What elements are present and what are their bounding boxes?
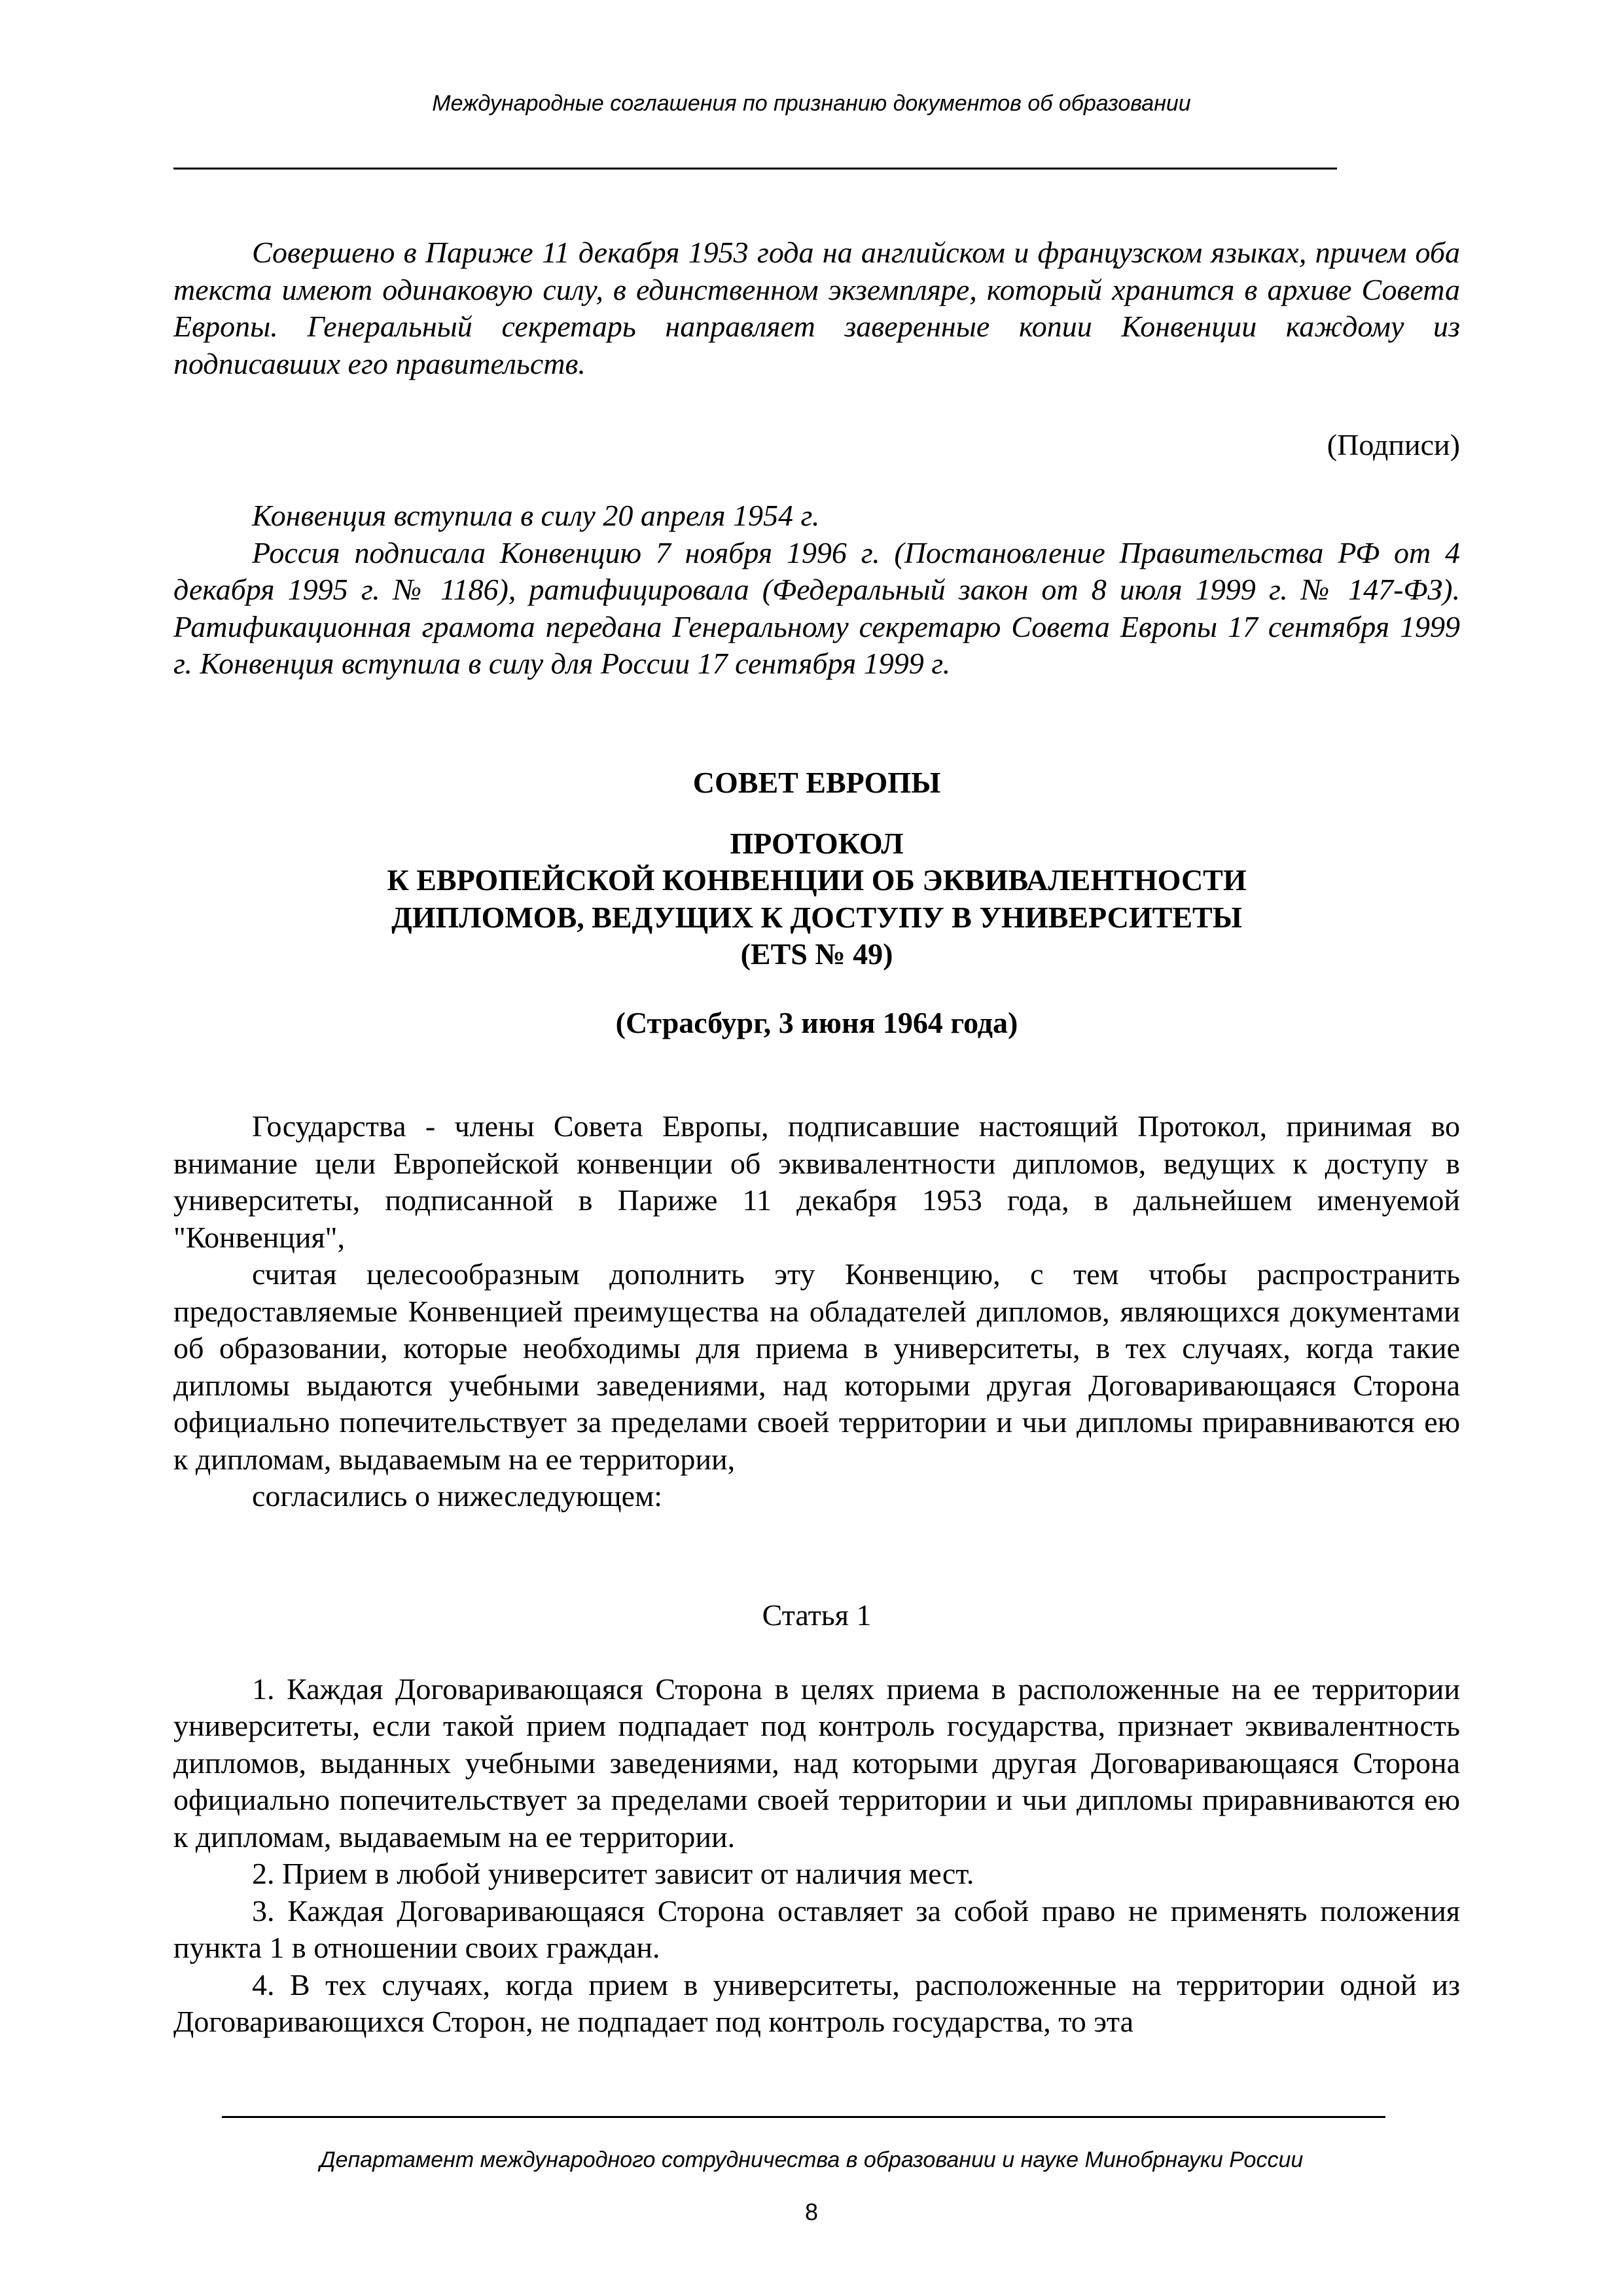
page-number: 8 bbox=[804, 2198, 819, 2225]
preamble-paragraph: считая целесообразным дополнить эту Конвенцию, с тем чтобы распространить предоставляемые Конвенцией преимущества на обладателей дипломов, являющихся документами об образовании, которые необходимы для приема в университеты, в тех случаях, когда такие дипломы выдаются учебными заведениями, над которыми другая Договаривающаяся Сторона официально попечительствует за пределами своей территории и чьи дипломы приравниваются ею к дипломам, выдаваемым на ее территории, bbox=[173, 1257, 1460, 1476]
entry-into-force-paragraph: Конвенция вступила в силу 20 апреля 1954 г. bbox=[252, 499, 820, 532]
article-paragraph: 4. В тех случаях, когда прием в университеты, расположенные на территории одной из Договаривающихся Сторон, не подпадает под контроль государства, то эта bbox=[173, 1967, 1460, 2038]
preamble-paragraph: согласились о нижеследующем: bbox=[252, 1479, 662, 1513]
done-at-paragraph: Совершено в Париже 11 декабря 1953 года на английском и французском языках, причем оба текста имеют одинаковую силу, в единственном экземпляре, который хранится в архиве Совета Европы. Генеральный секретарь направляет заверенные копии Конвенции каждому из подписавших его правительств. bbox=[173, 236, 1460, 380]
protocol-title-line: ПРОТОКОЛ bbox=[730, 826, 904, 860]
preamble-paragraph: Государства - члены Совета Европы, подписавшие настоящий Протокол, принимая во внимание цели Европейской конвенции об эквивалентности дипломов, ведущих к доступу в университеты, подписанной в Париже 11 декабря 1953 года, в дальнейшем именуемой "Конвенция", bbox=[173, 1109, 1460, 1254]
prior-convention-closing bbox=[173, 234, 1460, 464]
entry-into-force-notes bbox=[173, 497, 1460, 683]
article-paragraph: 1. Каждая Договаривающаяся Сторона в целях приема в расположенные на ее территории университеты, если такой прием подпадает под контроль государства, признает эквивалентность дипломов, выданных учебными заведениями, над которыми другая Договаривающаяся Сторона официально попечительствует за пределами своей территории и чьи дипломы приравниваются ею к дипломам, выдаваемым на ее территории. bbox=[173, 1672, 1460, 1854]
place-and-date: (Страсбург, 3 июня 1964 года) bbox=[615, 1005, 1018, 1039]
running-header: Международные соглашения по признанию документов об образовании bbox=[432, 91, 1191, 116]
header-divider bbox=[173, 168, 1337, 170]
protocol-title-line: (ETS № 49) bbox=[740, 937, 893, 971]
protocol-title-line: К ЕВРОПЕЙСКОЙ КОНВЕНЦИИ ОБ ЭКВИВАЛЕНТНОСТИ bbox=[387, 863, 1247, 897]
russia-ratification-paragraph: Россия подписала Конвенцию 7 ноября 1996 г. (Постановление Правительства РФ от 4 декабря 1995 г. № 1186), ратифицировала (Федеральный закон от 8 июля 1999 г. № 147-ФЗ). Ратификационная грамота передана Генеральному секретарю Совета Европы 17 сентября 1999 г. Конвенция вступила в силу для России 17 сентября 1999 г. bbox=[173, 535, 1460, 680]
protocol-heading bbox=[173, 764, 1460, 1041]
preamble bbox=[173, 1108, 1460, 1515]
article-title: Статья 1 bbox=[762, 1598, 872, 1632]
signatures-note: (Подписи) bbox=[1327, 428, 1460, 461]
organization-title: СОВЕТ ЕВРОПЫ bbox=[692, 766, 941, 799]
footer-divider bbox=[222, 2116, 1385, 2118]
article-1 bbox=[173, 1597, 1460, 2041]
article-paragraph: 2. Прием в любой университет зависит от наличия мест. bbox=[252, 1857, 974, 1890]
running-footer: Департамент международного сотрудничества в образовании и науке Минобрнауки России bbox=[319, 2147, 1304, 2172]
article-paragraph: 3. Каждая Договаривающаяся Сторона оставляет за собой право не применять положения пункта 1 в отношении своих граждан. bbox=[173, 1893, 1460, 1964]
protocol-title-line: ДИПЛОМОВ, ВЕДУЩИХ К ДОСТУПУ В УНИВЕРСИТЕТЫ bbox=[391, 900, 1242, 934]
